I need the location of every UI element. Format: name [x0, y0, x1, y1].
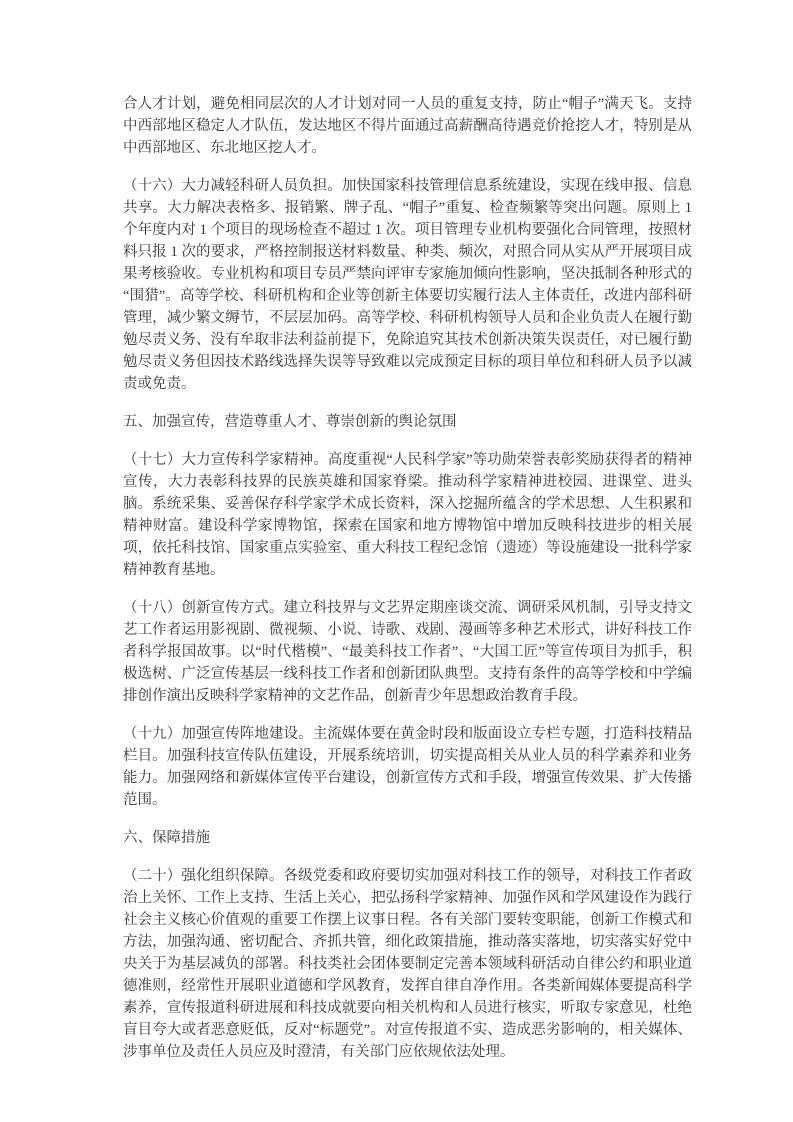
paragraph-item-19: （十九）加强宣传阵地建设。主流媒体要在黄金时段和版面设立专栏专题，打造科技精品栏目。加强科技宣传队伍建设，开展系统培训，切实提高相关从业人员的科学素养和业务能力。加强网络和新媒体宣传平台建设，创新宣传方式和手段，增强宣传效果、扩大传播范围。: [123, 726, 692, 808]
paragraph-item-18: （十八）创新宣传方式。建立科技界与文艺界定期座谈交流、调研采风机制，引导支持文艺工作者运用影视剧、微视频、小说、诗歌、戏剧、漫画等多种艺术形式，讲好科技工作者科学报国故事。以“时代楷模”、“最美科技工作者”、“大国工匠”等宣传项目为抓手，积极选树、广泛宣传基层一线科技工作者和创新团队典型。支持有条件的高等学校和中学编排创作演出反映科学家精神的文艺作品，创新青少年思想政治教育手段。: [123, 600, 692, 704]
paragraph-item-20: （二十）强化组织保障。各级党委和政府要切实加强对科技工作的领导，对科技工作者政治上关怀、工作上支持、生活上关心，把弘扬科学家精神、加强作风和学风建设作为践行社会主义核心价值观的重要工作摆上议事日程。各有关部门要转变职能，创新工作模式和方法，加强沟通、密切配合、齐抓共管，细化政策措施，推动落实落地，切实落实好党中央关于为基层减负的部署。科技类社会团体要制定完善本领域科研活动自律公约和职业道德准则，经常性开展职业道德和学风教育，发挥自律自净作用。各类新闻媒体要提高科学素养，宣传报道科研进展和科技成就要向相关机构和人员进行核实，听取专家意见，杜绝盲目夸大或者恶意贬低，反对“标题党”。对宣传报道不实、造成恶劣影响的，相关媒体、涉事单位及责任人员应及时澄清，有关部门应依规依法处理。: [123, 868, 692, 1060]
paragraph-item-16: （十六）大力减轻科研人员负担。加快国家科技管理信息系统建设，实现在线申报、信息共享。大力解决表格多、报销繁、牌子乱、“帽子”重复、检查频繁等突出问题。原则上 1 个年度内对 1 个项目的现场检查不超过 1 次。项目管理专业机构要强化合同管理，按照材料只报 1 次的要求，严格控制报送材料数量、种类、频次，对照合同从实从严开展项目成果考核验收。专业机构和项目专员严禁向评审专家施加倾向性影响，坚决抵制各种形式的“围猎”。高等学校、科研机构和企业等创新主体要切实履行法人主体责任，改进内部科研管理，减少繁文缛节，不层层加码。高等学校、科研机构领导人员和企业负责人在履行勤勉尽责义务、没有牟取非法利益前提下，免除追究其技术创新决策失误责任，对已履行勤勉尽责义务但因技术路线选择失误等导致难以完成预定目标的项目单位和科研人员予以减责或免责。: [123, 178, 692, 392]
section-heading-6: 六、保障措施: [123, 830, 210, 846]
section-heading-5: 五、加强宣传，营造尊重人才、尊崇创新的舆论氛围: [123, 414, 457, 430]
paragraph-continuation: 合人才计划，避免相同层次的人才计划对同一人员的重复支持，防止“帽子”满天飞。支持中西部地区稳定人才队伍，发达地区不得片面通过高薪酬高待遇竞价抢挖人才，特别是从中西部地区、东北地区挖人才。: [123, 96, 692, 156]
paragraph-item-17: （十七）大力宣传科学家精神。高度重视“人民科学家”等功勋荣誉表彰奖励获得者的精神宣传，大力表彰科技界的民族英雄和国家脊梁。推动科学家精神进校园、进课堂、进头脑。系统采集、妥善保存科学家学术成长资料，深入挖掘所蕴含的学术思想、人生积累和精神财富。建设科学家博物馆，探索在国家和地方博物馆中增加反映科技进步的相关展项，依托科技馆、国家重点实验室、重大科技工程纪念馆（遗迹）等设施建设一批科学家精神教育基地。: [123, 452, 692, 578]
